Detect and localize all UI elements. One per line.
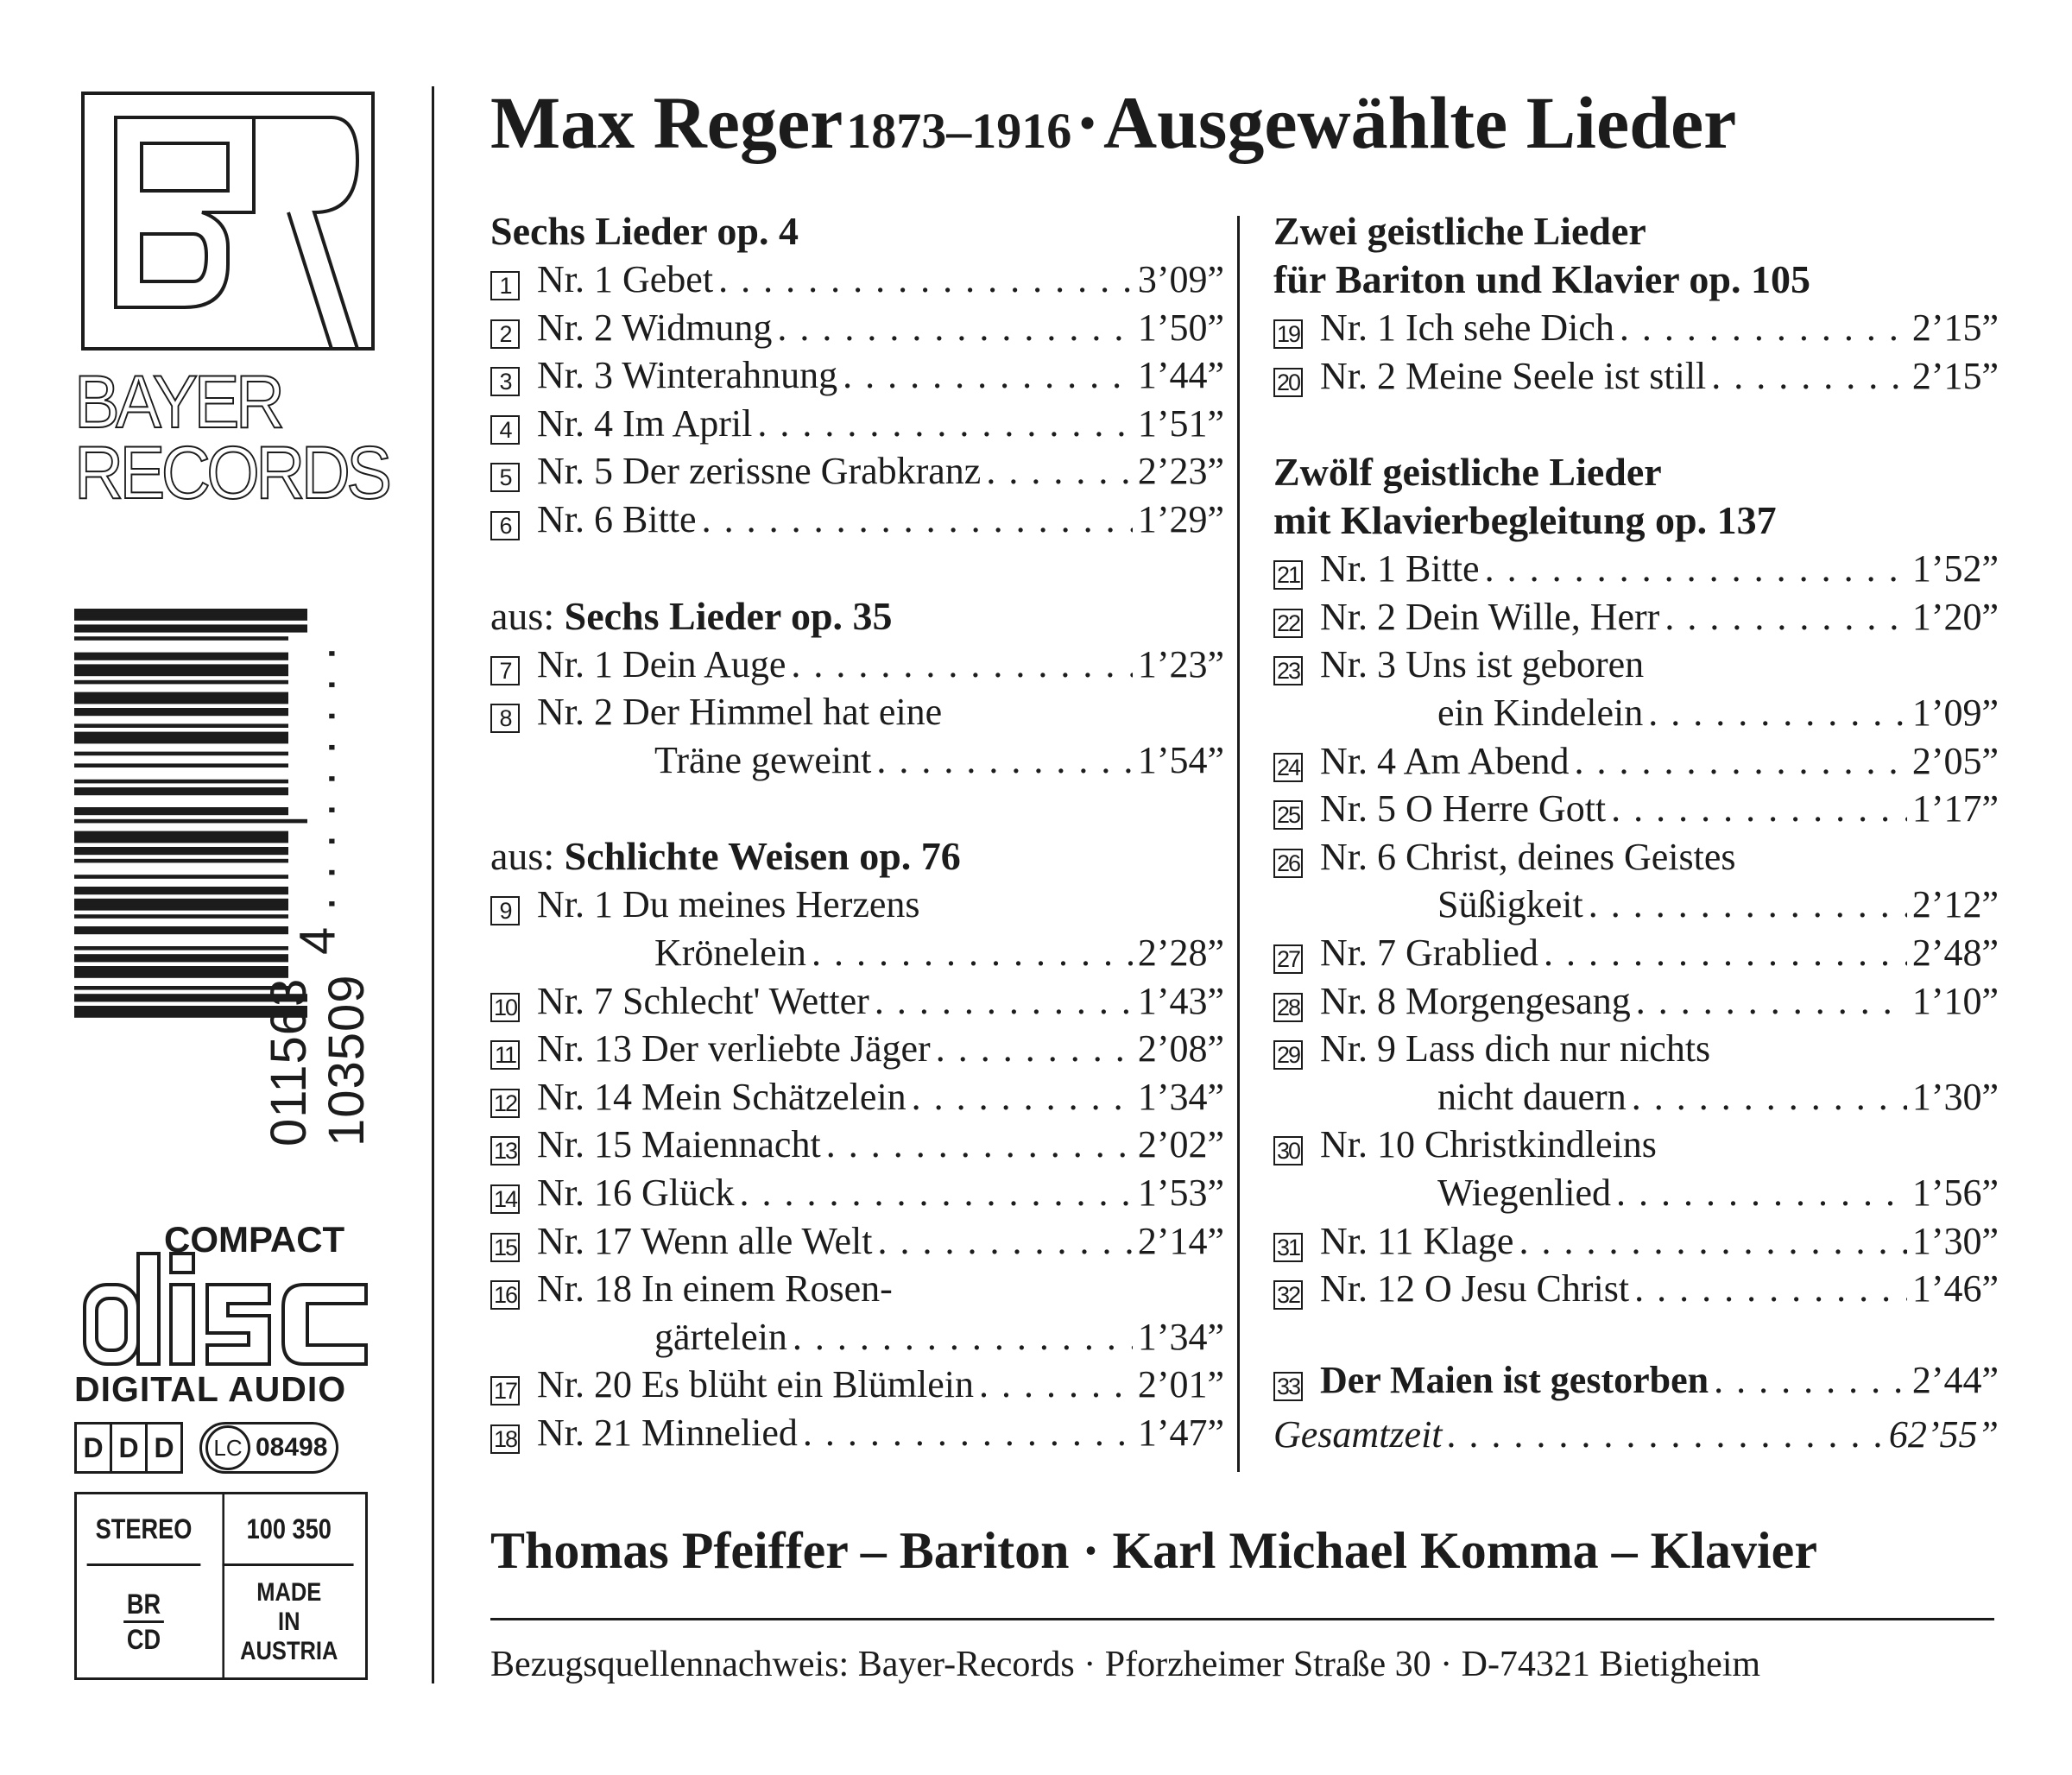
track-time: 2’01”	[1137, 1363, 1224, 1406]
track-number: 31	[1273, 1233, 1303, 1262]
total-label: Gesamtzeit	[1273, 1413, 1443, 1456]
dot-leader	[1648, 689, 1907, 737]
catalog-info-box	[74, 1492, 368, 1680]
section-gap	[1273, 400, 1999, 448]
made-in-austria	[222, 1563, 353, 1677]
track-time: 1’43”	[1137, 979, 1224, 1022]
track-title-continued: nicht dauern	[1437, 1075, 1627, 1118]
track-time: 2’05”	[1911, 739, 1999, 782]
track-time: 2’23”	[1137, 450, 1224, 493]
track-time: 2’15”	[1911, 354, 1999, 397]
track-number: 3	[490, 367, 520, 396]
track-title: Nr. 18 In einem Rosen-	[537, 1267, 893, 1311]
track-title: Nr. 17 Wenn alle Welt	[537, 1219, 873, 1262]
track-title: Nr. 5 Der zerissne Grabkranz	[537, 450, 982, 493]
track-row	[1273, 737, 1999, 786]
dot-leader	[826, 1121, 1133, 1169]
track-row	[490, 881, 1224, 929]
composer-name: Max Reger	[490, 81, 843, 164]
dot-leader	[1620, 304, 1907, 352]
track-number: 18	[490, 1424, 520, 1454]
dot-leader	[912, 1073, 1133, 1121]
dot-leader	[877, 1217, 1132, 1266]
track-title: Nr. 9 Lass dich nur nichts	[1320, 1027, 1711, 1071]
track-row	[490, 641, 1224, 689]
dot-leader	[1634, 1265, 1907, 1313]
made-line: AUSTRIA	[240, 1636, 338, 1665]
track-row	[1273, 1265, 1999, 1313]
track-title: Nr. 16 Glück	[537, 1171, 735, 1214]
track-number: 30	[1273, 1136, 1303, 1165]
track-row	[1273, 833, 1999, 881]
track-time: 1’56”	[1911, 1171, 1999, 1214]
track-title: Nr. 21 Minnelied	[537, 1411, 798, 1454]
track-title: Nr. 8 Morgengesang	[1320, 979, 1631, 1022]
track-number: 6	[490, 511, 520, 540]
footer-rule	[490, 1618, 1994, 1620]
section-heading-prefix: aus:	[490, 834, 565, 879]
section-heading-title: Sechs Lieder op. 4	[490, 209, 799, 253]
logo-line-records: RECORDS	[74, 432, 388, 515]
track-title: Nr. 7 Schlecht' Wetter	[537, 979, 869, 1022]
track-row	[1273, 1121, 1999, 1169]
track-row	[490, 1217, 1224, 1266]
track-time: 2’44”	[1911, 1358, 1999, 1401]
track-number: 16	[490, 1280, 520, 1310]
compact-disc-logo-icon	[78, 1250, 371, 1368]
track-title: Nr. 1 Bitte	[1320, 547, 1480, 591]
barcode-lead-digit: 4 . . .	[289, 629, 347, 955]
made-line: IN	[278, 1607, 300, 1636]
barcode-digits	[261, 629, 375, 1146]
track-time: 1’34”	[1137, 1075, 1224, 1118]
track-title-continued: Wiegenlied	[1437, 1171, 1612, 1214]
track-row-continued	[1273, 881, 1999, 929]
track-title-continued: gärtelein	[654, 1315, 787, 1358]
dot-leader	[1448, 1411, 1884, 1459]
dot-leader	[812, 929, 1133, 977]
track-row	[490, 1025, 1224, 1073]
stereo-label: STEREO	[95, 1513, 193, 1544]
track-row	[1273, 352, 1999, 401]
track-title: Nr. 3 Winterahnung	[537, 354, 838, 397]
dot-leader	[1636, 977, 1907, 1026]
track-title: Nr. 13 Der verliebte Jäger	[537, 1027, 931, 1071]
track-time: 1’51”	[1137, 401, 1224, 445]
section-heading-title: Sechs Lieder op. 35	[564, 593, 893, 638]
track-row	[490, 304, 1224, 352]
track-row	[490, 1169, 1224, 1217]
track-row	[490, 256, 1224, 304]
track-title: Nr. 6 Bitte	[537, 497, 697, 540]
track-time: 1’29”	[1137, 497, 1224, 540]
track-time: 1’54”	[1137, 738, 1224, 781]
track-row	[490, 688, 1224, 736]
track-time: 1’30”	[1911, 1075, 1999, 1118]
br-text: BR	[123, 1589, 163, 1623]
track-row	[490, 496, 1224, 544]
track-number: 19	[1273, 319, 1303, 349]
track-number: 7	[490, 656, 520, 685]
track-number: 13	[490, 1136, 520, 1165]
track-number: 27	[1273, 944, 1303, 974]
track-row	[490, 1073, 1224, 1121]
br-cd-label	[87, 1563, 201, 1677]
dot-leader	[1632, 1073, 1907, 1121]
track-title: Nr. 1 Dein Auge	[537, 642, 786, 685]
track-title: Nr. 1 Du meines Herzens	[537, 883, 920, 926]
dot-leader	[1665, 593, 1906, 641]
track-time: 1’23”	[1137, 642, 1224, 685]
dot-leader	[936, 1025, 1133, 1073]
section-heading	[490, 592, 1224, 641]
track-row	[1273, 593, 1999, 641]
track-time: 1’46”	[1911, 1267, 1999, 1311]
tracklist-right	[1273, 207, 1999, 1459]
dot-leader	[1485, 545, 1907, 593]
dot-leader	[1611, 785, 1907, 833]
track-row-continued	[1273, 1169, 1999, 1217]
track-number: 8	[490, 704, 520, 733]
section-heading: Zwölf geistliche Lieder	[1273, 450, 1662, 495]
track-title: Nr. 12 O Jesu Christ	[1320, 1267, 1630, 1311]
track-row	[490, 351, 1224, 400]
cd-logo-compact: COMPACT	[164, 1219, 345, 1260]
dot-leader	[1544, 929, 1907, 977]
section-heading	[490, 207, 1224, 256]
track-number: 28	[1273, 993, 1303, 1022]
column-divider	[1237, 216, 1240, 1472]
album-name: Ausgewählte Lieder	[1102, 81, 1737, 164]
cd-logo-digital-audio: DIGITAL AUDIO	[74, 1369, 347, 1409]
track-time: 1’53”	[1137, 1171, 1224, 1214]
track-row-continued	[490, 736, 1224, 785]
track-row	[490, 400, 1224, 448]
track-title: Nr. 3 Uns ist geboren	[1320, 643, 1645, 686]
track-title: Nr. 11 Klage	[1320, 1219, 1514, 1262]
cd-text: CD	[126, 1624, 161, 1655]
track-time: 3’09”	[1137, 258, 1224, 300]
dot-leader	[740, 1169, 1133, 1217]
catalog-number: 100 350	[222, 1494, 353, 1563]
section-heading: für Bariton und Klavier op. 105	[1273, 257, 1810, 301]
track-number: 11	[490, 1040, 520, 1070]
dot-leader	[793, 1313, 1133, 1361]
track-time: 1’10”	[1911, 979, 1999, 1022]
vertical-divider	[432, 86, 434, 1683]
title-separator: ·	[1075, 81, 1100, 164]
track-title: Nr. 2 Dein Wille, Herr	[1320, 595, 1660, 638]
track-title: Nr. 1 Gebet	[537, 258, 714, 300]
tracklist-left	[490, 207, 1224, 1456]
dot-leader	[702, 496, 1133, 544]
dot-leader	[979, 1361, 1133, 1409]
dot-leader	[843, 351, 1133, 400]
track-number: 17	[490, 1376, 520, 1405]
ddd-box: D	[145, 1422, 183, 1474]
track-row	[1273, 929, 1999, 977]
dot-leader	[1714, 1356, 1907, 1405]
section-gap	[1273, 1313, 1999, 1361]
track-number: 33	[1273, 1372, 1303, 1401]
track-number: 10	[490, 993, 520, 1022]
album-title	[490, 79, 1736, 166]
total-time: 62’55”	[1888, 1413, 1999, 1456]
track-number: 24	[1273, 753, 1303, 782]
bayer-records-logo-icon	[81, 92, 375, 351]
track-number: 14	[490, 1184, 520, 1214]
track-row	[490, 447, 1224, 496]
track-time: 2’14”	[1137, 1219, 1224, 1262]
track-row	[490, 1121, 1224, 1169]
track-number: 2	[490, 319, 520, 349]
track-row-continued	[1273, 1073, 1999, 1121]
track-title: Nr. 2 Widmung	[537, 306, 773, 349]
track-number: 21	[1273, 560, 1303, 590]
dot-leader	[1589, 881, 1907, 929]
track-row-continued	[1273, 689, 1999, 737]
track-time: 2’15”	[1911, 306, 1999, 349]
track-title: Nr. 2 Der Himmel hat eine	[537, 691, 943, 734]
track-row-continued	[490, 929, 1224, 977]
track-title: Nr. 4 Im April	[537, 401, 753, 445]
track-time: 2’08”	[1137, 1027, 1224, 1071]
dot-leader	[1519, 1217, 1906, 1266]
section-heading-title: Schlichte Weisen op. 76	[564, 834, 961, 879]
track-row	[1273, 304, 1999, 352]
ddd-box: D	[110, 1422, 148, 1474]
track-title-continued: Süßigkeit	[1437, 883, 1583, 926]
track-number: 22	[1273, 609, 1303, 638]
track-time: 1’20”	[1911, 595, 1999, 638]
track-title: Nr. 20 Es blüht ein Blümlein	[537, 1363, 974, 1406]
track-row	[490, 1361, 1224, 1409]
track-title-continued: ein Kindelein	[1437, 691, 1644, 734]
track-row	[1273, 977, 1999, 1026]
section-heading: mit Klavierbegleitung op. 137	[1273, 498, 1777, 543]
track-time: 2’02”	[1137, 1123, 1224, 1166]
track-title: Nr. 4 Am Abend	[1320, 739, 1570, 782]
track-time: 2’12”	[1911, 883, 1999, 926]
ddd-box: D	[74, 1422, 112, 1474]
label-code-badge	[199, 1422, 338, 1474]
track-row	[1273, 1025, 1999, 1073]
logo-wordmark	[74, 361, 388, 515]
track-number: 29	[1273, 1040, 1303, 1070]
track-row	[490, 1265, 1224, 1313]
dot-leader	[757, 400, 1132, 448]
track-title: Nr. 2 Meine Seele ist still	[1320, 354, 1707, 397]
performers: Thomas Pfeiffer – Bariton · Karl Michael Komma – Klavier	[490, 1522, 1817, 1579]
track-number: 32	[1273, 1280, 1303, 1310]
made-line: MADE	[256, 1577, 322, 1607]
track-title-continued: Krönelein	[654, 931, 806, 974]
distributor-address: Bezugsquellennachweis: Bayer-Records · Pforzheimer Straße 30 · D-74321 Bietigheim	[490, 1645, 1761, 1684]
section-heading: Zwei geistliche Lieder	[1273, 209, 1646, 253]
track-number: 1	[490, 271, 520, 300]
section-heading-prefix: aus:	[490, 593, 565, 638]
track-number: 5	[490, 463, 520, 492]
track-row-continued	[490, 1313, 1224, 1361]
track-number: 9	[490, 896, 520, 925]
track-time: 1’34”	[1137, 1315, 1224, 1358]
track-time: 1’52”	[1911, 547, 1999, 591]
composer-years: 1873–1916	[846, 103, 1072, 159]
dot-leader	[1711, 352, 1907, 401]
section-gap	[490, 784, 1224, 832]
track-time: 2’48”	[1911, 931, 1999, 974]
track-time: 1’09”	[1911, 691, 1999, 734]
dot-leader	[777, 304, 1132, 352]
final-track-row	[1273, 1356, 1999, 1405]
dot-leader	[791, 641, 1132, 689]
track-title-continued: Träne geweint	[654, 738, 872, 781]
track-number: 12	[490, 1089, 520, 1118]
track-number: 25	[1273, 800, 1303, 830]
lc-number: 08498	[256, 1433, 328, 1462]
ddd-code	[74, 1423, 338, 1473]
section-heading	[490, 832, 1224, 881]
track-title: Nr. 15 Maiennacht	[537, 1123, 821, 1166]
track-row	[1273, 545, 1999, 593]
track-time: 2’28”	[1137, 931, 1224, 974]
dot-leader	[803, 1409, 1133, 1457]
dot-leader	[1574, 737, 1906, 786]
logo-line-bayer: BAYER	[74, 361, 281, 444]
track-time: 1’30”	[1911, 1219, 1999, 1262]
track-time: 1’50”	[1137, 306, 1224, 349]
track-number: 15	[490, 1233, 520, 1262]
track-row	[490, 1409, 1224, 1457]
track-row	[1273, 641, 1999, 689]
barcode-number: 011563 103509	[261, 974, 375, 1146]
track-title: Nr. 7 Grablied	[1320, 931, 1538, 974]
total-time-row	[1273, 1411, 1999, 1459]
dot-leader	[718, 256, 1133, 304]
track-title: Der Maien ist gestorben	[1320, 1358, 1709, 1401]
track-time: 1’44”	[1137, 354, 1224, 397]
track-row	[1273, 785, 1999, 833]
track-time: 1’17”	[1911, 787, 1999, 831]
track-row	[1273, 1217, 1999, 1266]
track-time: 1’47”	[1137, 1411, 1224, 1454]
lc-circle: LC	[205, 1425, 250, 1470]
section-gap	[490, 544, 1224, 592]
dot-leader	[876, 736, 1132, 785]
track-title: Nr. 1 Ich sehe Dich	[1320, 306, 1614, 349]
track-number: 20	[1273, 368, 1303, 397]
dot-leader	[875, 977, 1133, 1026]
track-title: Nr. 10 Christkindleins	[1320, 1123, 1657, 1166]
track-number: 4	[490, 415, 520, 445]
track-number: 26	[1273, 849, 1303, 878]
track-row	[490, 977, 1224, 1026]
track-title: Nr. 14 Mein Schätzelein	[537, 1075, 906, 1118]
track-number: 23	[1273, 656, 1303, 685]
dot-leader	[1616, 1169, 1907, 1217]
dot-leader	[986, 447, 1132, 496]
track-title: Nr. 6 Christ, deines Geistes	[1320, 835, 1736, 878]
track-title: Nr. 5 O Herre Gott	[1320, 787, 1607, 831]
